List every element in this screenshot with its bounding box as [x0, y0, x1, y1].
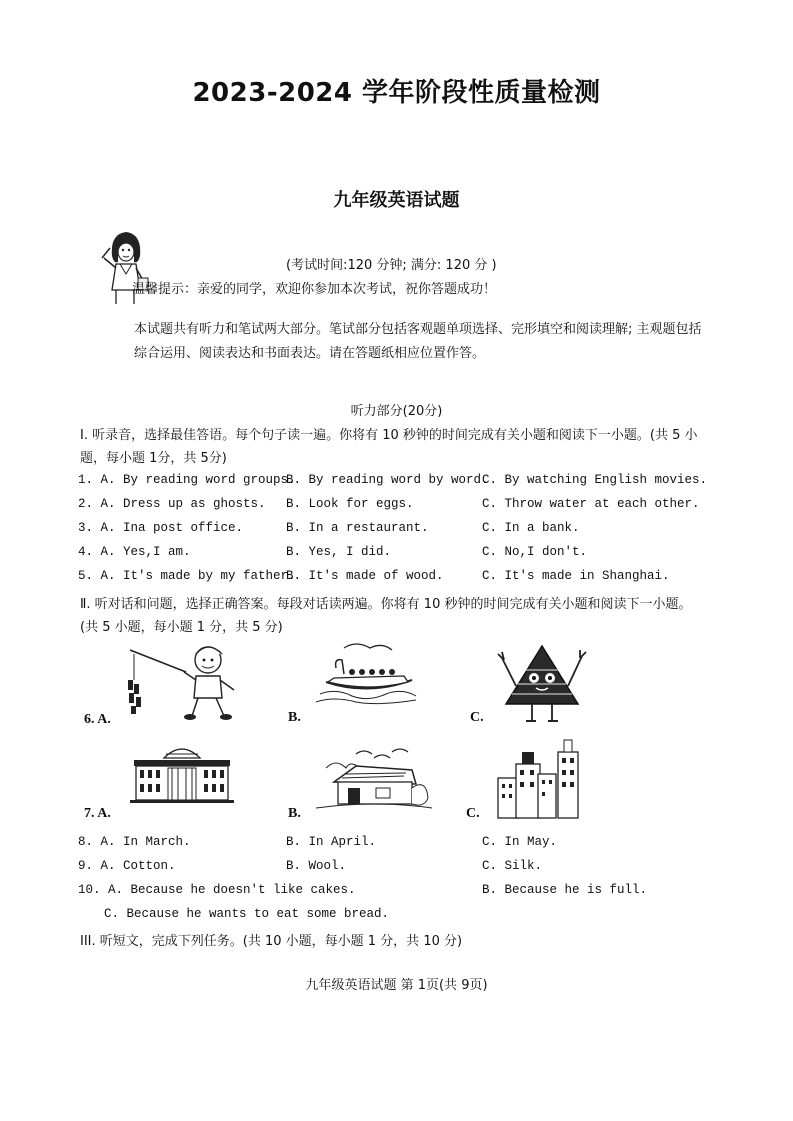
- page-footer: 九年级英语试题 第 1页(共 9页): [305, 978, 488, 993]
- question-6-label-a: 6. A.: [84, 712, 111, 727]
- question-7-label-c: C.: [466, 806, 480, 821]
- firecracker-boy-picture: [126, 640, 242, 722]
- question-9-option-a: 9. A. Cotton.: [78, 859, 176, 873]
- exam-info: (考试时间:120 分钟; 满分: 120 分 ): [286, 258, 497, 273]
- instructions-line-2: 综合运用、阅读表达和书面表达。请在答题纸相应位置作答。: [134, 346, 486, 361]
- question-5-option-a: 5. A. It's made by my father.: [78, 569, 296, 583]
- question-3-option-b: B. In a restaurant.: [286, 521, 429, 535]
- question-9-option-c: C. Silk.: [482, 859, 543, 873]
- question-2-option-c: C. Throw water at each other.: [482, 497, 700, 511]
- section2-instruction-line-2: (共 5 小题，每小题 1 分，共 5 分): [80, 620, 283, 635]
- question-10-option-b: B. Because he is full.: [482, 883, 648, 897]
- question-4-option-a: 4. A. Yes,I am.: [78, 545, 191, 559]
- section3-instruction: III. 听短文，完成下列任务。(共 10 小题，每小题 1 分，共 10 分): [80, 934, 463, 949]
- question-4-option-c: C. No,I don't.: [482, 545, 588, 559]
- question-10-option-c: C. Because he wants to eat some bread.: [104, 907, 390, 921]
- question-8-option-c: C. In May.: [482, 835, 558, 849]
- tip-text: 温馨提示：亲爱的同学，欢迎你参加本次考试，祝你答题成功！: [132, 282, 497, 297]
- page-subtitle: 九年级英语试题: [333, 190, 460, 211]
- section1-instruction-line-2: 题，每小题 1分，共 5分): [80, 451, 227, 466]
- question-1-option-b: B. By reading word by word.: [286, 473, 489, 487]
- question-9-option-b: B. Wool.: [286, 859, 347, 873]
- farmhouse-picture: [316, 748, 432, 814]
- question-2-option-a: 2. A. Dress up as ghosts.: [78, 497, 266, 511]
- question-5-option-c: C. It's made in Shanghai.: [482, 569, 670, 583]
- question-4-option-b: B. Yes, I did.: [286, 545, 392, 559]
- question-3-option-c: C. In a bank.: [482, 521, 580, 535]
- question-8-option-b: B. In April.: [286, 835, 377, 849]
- section1-instruction-line-1: Ⅰ. 听录音，选择最佳答语。每个句子读一遍。你将有 10 秒钟的时间完成有关小题和阅读下一小题。(共 5 小: [80, 428, 698, 443]
- section2-instruction-line-1: Ⅱ. 听对话和问题，选择正确答案。每段对话读两遍。你将有 10 秒钟的时间完成有关小题和阅读下一小题。: [80, 597, 692, 612]
- question-5-option-b: B. It's made of wood.: [286, 569, 444, 583]
- page-title: 2023-2024 学年阶段性质量检测: [192, 78, 601, 108]
- question-7-label-a: 7. A.: [84, 806, 111, 821]
- zongzi-character-picture: [496, 634, 588, 724]
- question-6-label-c: C.: [470, 710, 484, 725]
- question-1-option-a: 1. A. By reading word groups.: [78, 473, 296, 487]
- museum-building-picture: [130, 742, 234, 804]
- question-8-option-a: 8. A. In March.: [78, 835, 191, 849]
- question-2-option-b: B. Look for eggs.: [286, 497, 414, 511]
- question-3-option-a: 3. A. Ina post office.: [78, 521, 244, 535]
- question-6-label-b: B.: [288, 710, 301, 725]
- instructions-line-1: 本试题共有听力和笔试两大部分。笔试部分包括客观题单项选择、完形填空和阅读理解; 主观题包括: [134, 322, 702, 337]
- listening-heading: 听力部分(20分): [350, 404, 443, 419]
- question-7-label-b: B.: [288, 806, 301, 821]
- question-1-option-c: C. By watching English movies.: [482, 473, 708, 487]
- dragon-boat-picture: [316, 640, 420, 706]
- question-10-option-a: 10. A. Because he doesn't like cakes.: [78, 883, 356, 897]
- city-buildings-picture: [494, 738, 586, 820]
